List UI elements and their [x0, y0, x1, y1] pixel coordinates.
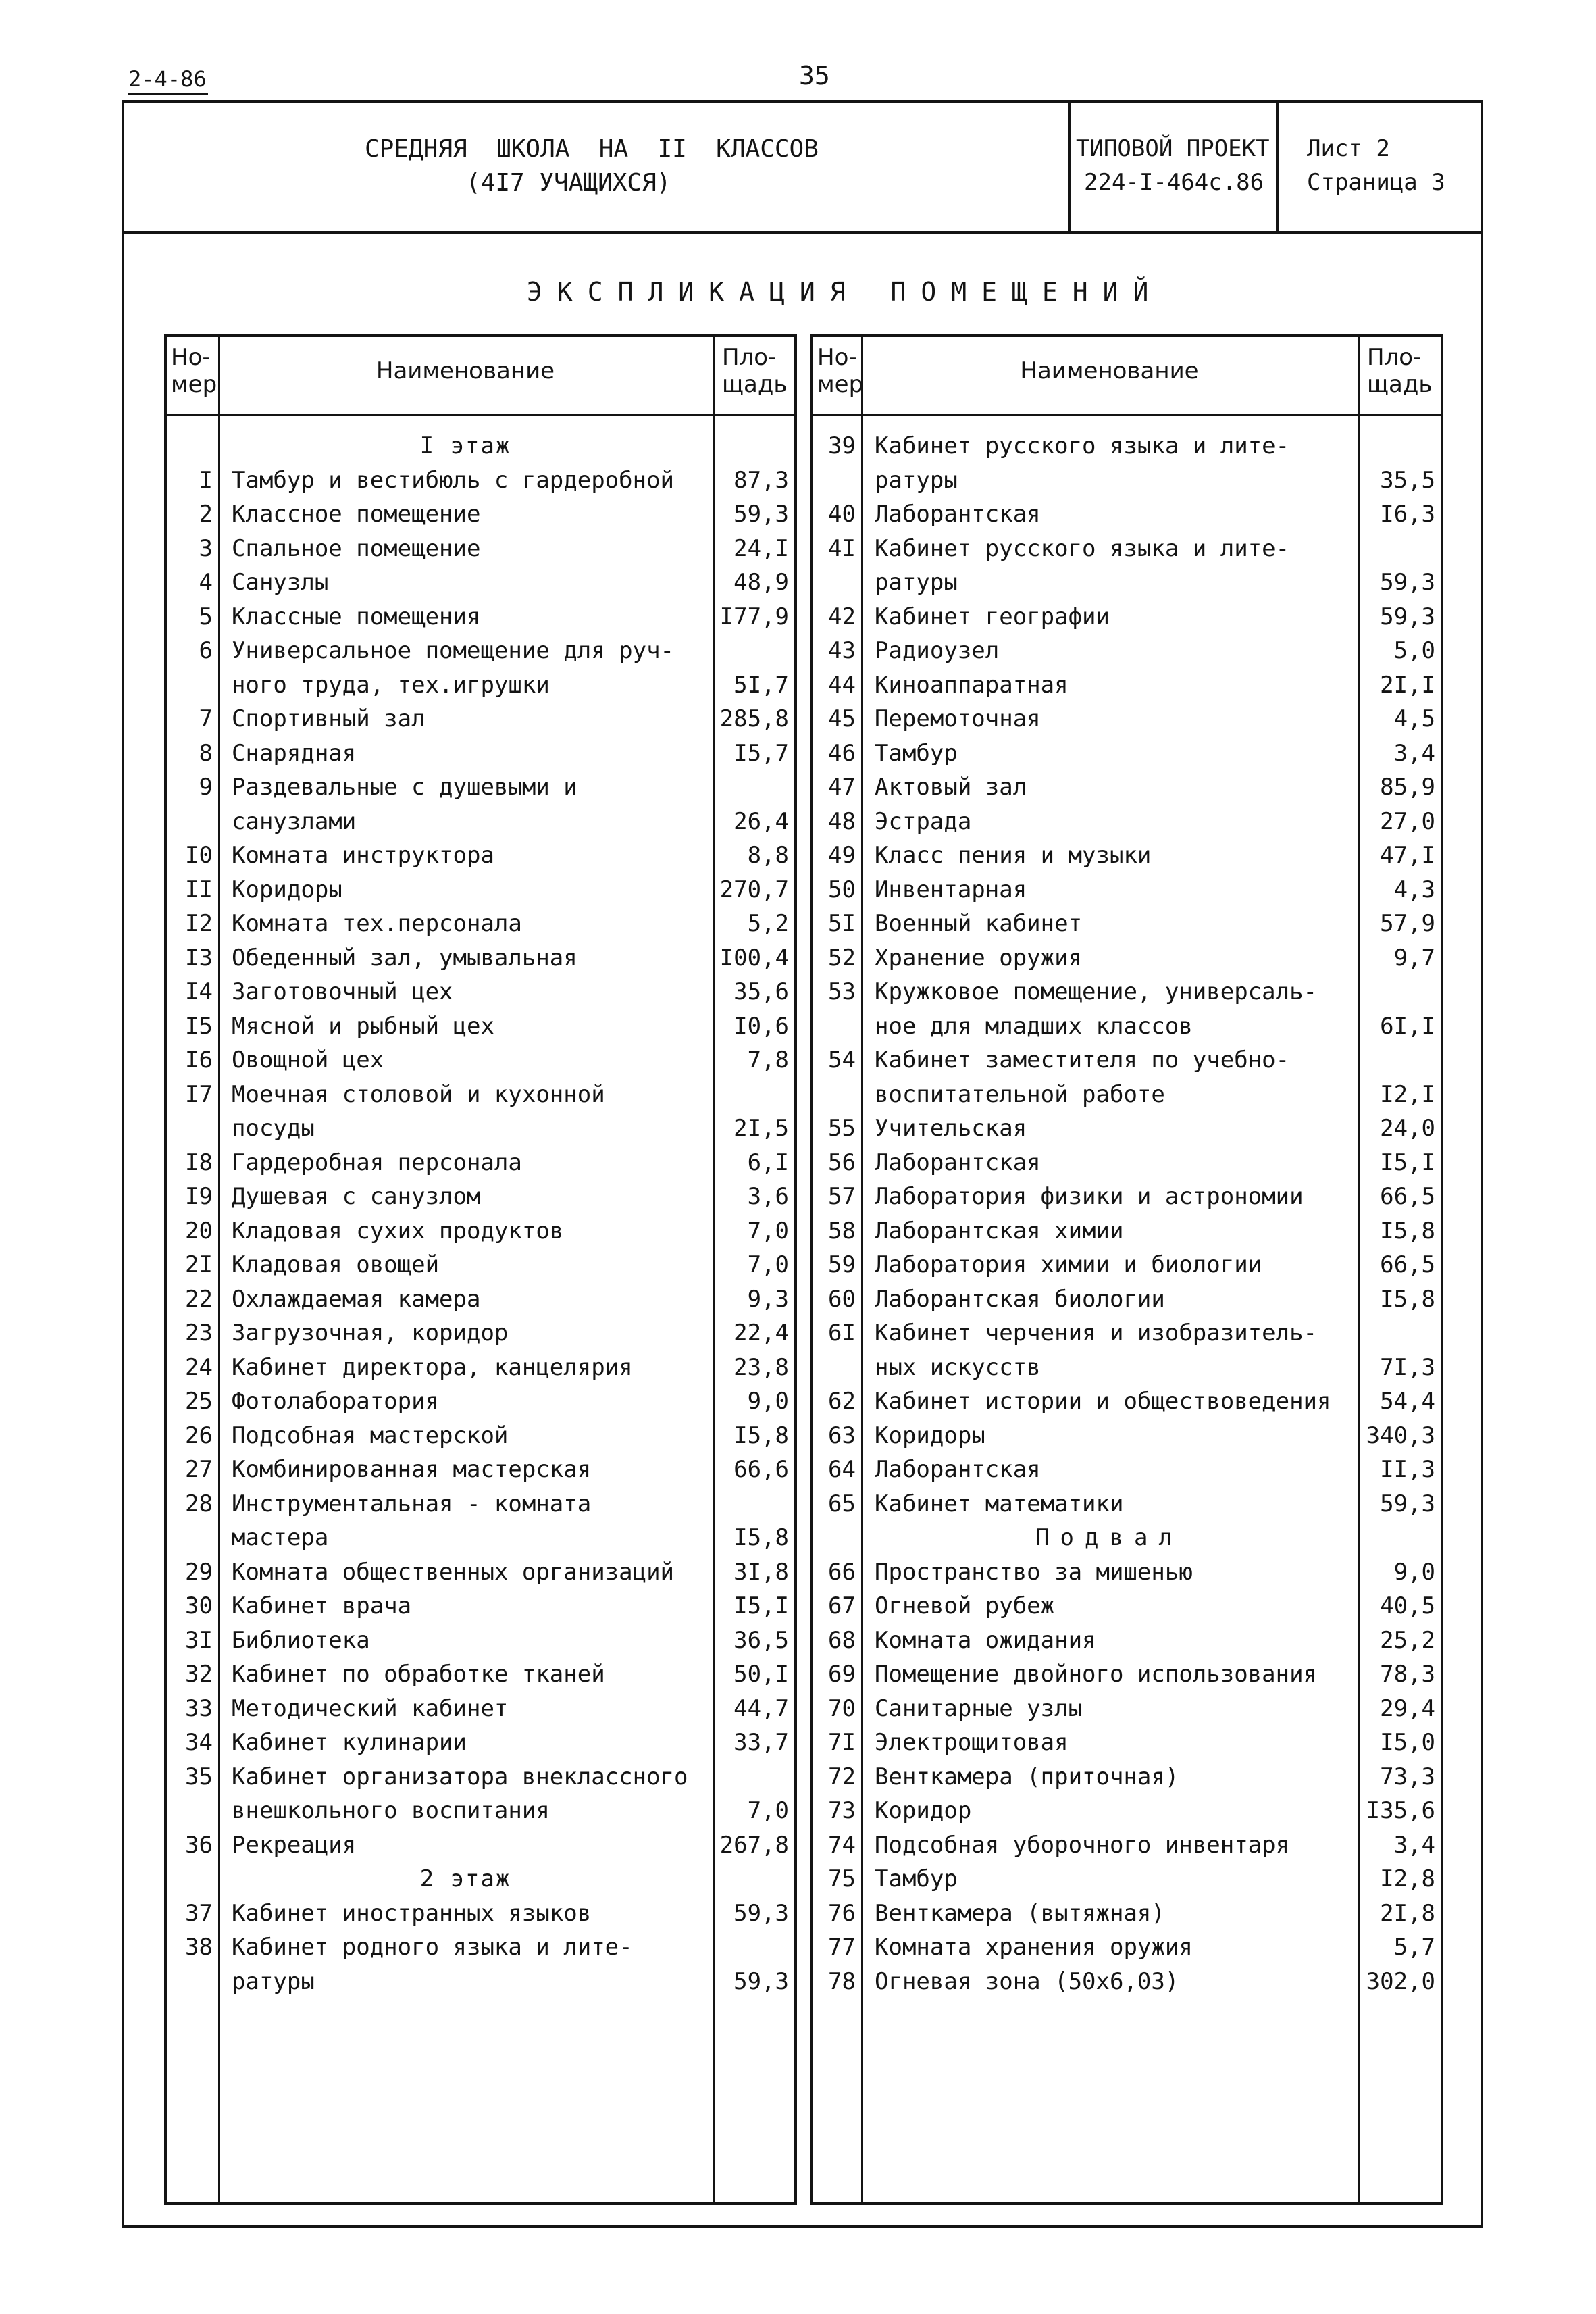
- room-name: Охлаждаемая камера: [232, 1285, 481, 1313]
- room-area: 7,8: [747, 1047, 789, 1074]
- school-title: СРЕДНЯЯ ШКОЛА НА II КЛАССОВ: [365, 135, 819, 163]
- room-name: посуды: [232, 1115, 315, 1142]
- room-name: Лаборантская химии: [875, 1217, 1124, 1244]
- room-area: I35,6: [1366, 1797, 1435, 1824]
- room-number: 46: [828, 739, 856, 767]
- room-area: I00,4: [719, 944, 789, 972]
- room-name: Кладовая сухих продуктов: [232, 1217, 564, 1244]
- room-number: 33: [185, 1694, 213, 1722]
- room-name: Инвентарная: [875, 876, 1027, 903]
- code-underline: [128, 93, 208, 95]
- room-area: 59,3: [733, 1967, 789, 1995]
- room-name: внешкольного воспитания: [232, 1797, 550, 1824]
- room-area: 267,8: [719, 1831, 789, 1859]
- room-number: 4I: [828, 534, 856, 562]
- room-number: 24: [185, 1353, 213, 1381]
- room-name: Огневой рубеж: [875, 1592, 1055, 1619]
- room-name: Кабинет родного языка и лите-: [232, 1934, 633, 1961]
- project-code: 224-I-464с.86: [1084, 169, 1264, 196]
- room-number: 6: [199, 637, 213, 664]
- section-heading: 2 этаж: [419, 1865, 511, 1892]
- room-number: I0: [185, 842, 213, 869]
- sheet-number: Лист 2: [1307, 135, 1390, 162]
- project-label: ТИПОВОЙ ПРОЕКТ: [1076, 135, 1270, 162]
- room-area: I0,6: [733, 1012, 789, 1040]
- room-name: Кабинет кулинарии: [232, 1729, 467, 1756]
- room-number: 55: [828, 1115, 856, 1142]
- room-number: 25: [185, 1388, 213, 1415]
- room-number: 57: [828, 1183, 856, 1210]
- room-area: 7,0: [747, 1797, 789, 1824]
- room-number: I6: [185, 1047, 213, 1074]
- room-number: 74: [828, 1831, 856, 1859]
- room-number: 45: [828, 705, 856, 732]
- room-name: Санузлы: [232, 569, 329, 596]
- room-number: 20: [185, 1217, 213, 1244]
- room-area: 9,7: [1393, 944, 1435, 972]
- room-number: 66: [828, 1558, 856, 1586]
- room-name: Универсальное помещение для руч-: [232, 637, 675, 664]
- room-name: Кладовая овощей: [232, 1251, 440, 1278]
- room-name: Моечная столовой и кухонной: [232, 1080, 605, 1108]
- room-area: I5,8: [733, 1422, 789, 1449]
- column-divider: [218, 334, 220, 2205]
- room-name: ратуры: [232, 1967, 315, 1995]
- room-area: 23,8: [733, 1353, 789, 1381]
- room-number: I: [199, 466, 213, 494]
- room-name: Киноаппаратная: [875, 671, 1069, 699]
- room-name: Эстрада: [875, 807, 972, 835]
- room-area: 35,6: [733, 978, 789, 1005]
- room-area: 7I,3: [1380, 1353, 1435, 1381]
- room-area: 85,9: [1380, 774, 1435, 801]
- room-number: 22: [185, 1285, 213, 1313]
- room-name: Радиоузел: [875, 637, 1000, 664]
- room-name: Лаборантская: [875, 1149, 1041, 1176]
- room-name: Коридоры: [875, 1422, 985, 1449]
- room-name: Раздевальные с душевыми и: [232, 774, 577, 801]
- room-name: Классное помещение: [232, 501, 481, 528]
- room-area: 66,6: [733, 1456, 789, 1483]
- room-area: 35,5: [1380, 466, 1435, 494]
- room-name: Кабинет врача: [232, 1592, 412, 1619]
- room-area: 57,9: [1380, 910, 1435, 937]
- room-name: Кружковое помещение, универсаль-: [875, 978, 1318, 1005]
- room-name: Заготовочный цех: [232, 978, 453, 1005]
- room-area: 59,3: [1380, 1490, 1435, 1517]
- room-name: Кабинет директора, канцелярия: [232, 1353, 633, 1381]
- room-name: Комната тех.персонала: [232, 910, 522, 937]
- room-area: 47,I: [1380, 842, 1435, 869]
- room-area: 66,5: [1380, 1251, 1435, 1278]
- column-header-area: Пло-: [722, 344, 777, 371]
- room-name: Загрузочная, коридор: [232, 1319, 509, 1347]
- room-name: Спортивный зал: [232, 705, 426, 732]
- room-area: 2I,I: [1380, 671, 1435, 699]
- room-number: 4: [199, 569, 213, 596]
- room-number: 54: [828, 1047, 856, 1074]
- room-number: 68: [828, 1626, 856, 1654]
- room-name: Санитарные узлы: [875, 1694, 1083, 1722]
- room-number: 76: [828, 1899, 856, 1927]
- section-heading: I этаж: [419, 432, 511, 459]
- room-area: I5,8: [1380, 1285, 1435, 1313]
- room-name: Овощной цех: [232, 1047, 384, 1074]
- room-area: 26,4: [733, 807, 789, 835]
- room-area: 59,3: [1380, 569, 1435, 596]
- room-name: Кабинет заместителя по учебно-: [875, 1047, 1290, 1074]
- room-number: 47: [828, 774, 856, 801]
- room-area: 50,I: [733, 1661, 789, 1688]
- room-name: Лаборантская: [875, 501, 1041, 528]
- room-number: 75: [828, 1865, 856, 1892]
- room-number: 29: [185, 1558, 213, 1586]
- room-name: Кабинет организатора внеклассного: [232, 1763, 688, 1790]
- room-name: ное для младших классов: [875, 1012, 1193, 1040]
- room-area: 9,3: [747, 1285, 789, 1313]
- school-subtitle: (4I7 УЧАЩИХСЯ): [466, 169, 671, 197]
- room-name: Душевая с санузлом: [232, 1183, 481, 1210]
- room-number: 32: [185, 1661, 213, 1688]
- room-number: 44: [828, 671, 856, 699]
- room-number: I2: [185, 910, 213, 937]
- room-name: Комната общественных организаций: [232, 1558, 675, 1586]
- room-area: 285,8: [719, 705, 789, 732]
- room-area: 7,0: [747, 1251, 789, 1278]
- room-name: Коридор: [875, 1797, 972, 1824]
- room-area: I5,8: [733, 1524, 789, 1551]
- room-area: I5,7: [733, 739, 789, 767]
- room-number: 35: [185, 1763, 213, 1790]
- room-number: 59: [828, 1251, 856, 1278]
- room-name: Кабинет иностранных языков: [232, 1899, 592, 1927]
- room-area: 9,0: [1393, 1558, 1435, 1586]
- room-number: II: [185, 876, 213, 903]
- room-name: Фотолаборатория: [232, 1388, 440, 1415]
- room-area: 2I,8: [1380, 1899, 1435, 1927]
- room-name: Инструментальная - комната: [232, 1490, 592, 1517]
- room-name: Лаборатория физики и астрономии: [875, 1183, 1304, 1210]
- room-area: 3,4: [1393, 739, 1435, 767]
- room-area: 87,3: [733, 466, 789, 494]
- room-number: 5: [199, 603, 213, 630]
- room-area: 270,7: [719, 876, 789, 903]
- room-number: 78: [828, 1967, 856, 1995]
- room-name: Лаборатория химии и биологии: [875, 1251, 1262, 1278]
- room-area: 48,9: [733, 569, 789, 596]
- room-area: 2I,5: [733, 1115, 789, 1142]
- room-number: 6I: [828, 1319, 856, 1347]
- room-number: 34: [185, 1729, 213, 1756]
- room-area: 8,8: [747, 842, 789, 869]
- room-number: 8: [199, 739, 213, 767]
- room-area: 40,5: [1380, 1592, 1435, 1619]
- header-divider: [164, 414, 797, 416]
- column-header-area: щадь: [1367, 371, 1433, 398]
- column-header-number: мер: [817, 371, 864, 398]
- room-area: 4,5: [1393, 705, 1435, 732]
- room-area: 29,4: [1380, 1694, 1435, 1722]
- document-code: 2-4-86: [128, 66, 207, 92]
- sheet-page: Страница 3: [1307, 169, 1445, 196]
- column-header-name: Наименование: [1020, 357, 1199, 384]
- room-number: I7: [185, 1080, 213, 1108]
- room-name: Актовый зал: [875, 774, 1027, 801]
- room-area: I5,0: [1380, 1729, 1435, 1756]
- room-area: 3,6: [747, 1183, 789, 1210]
- room-name: ного труда, тех.игрушки: [232, 671, 550, 699]
- room-area: 59,3: [1380, 603, 1435, 630]
- room-name: Комната хранения оружия: [875, 1934, 1193, 1961]
- column-divider: [861, 334, 863, 2205]
- room-area: 59,3: [733, 1899, 789, 1927]
- room-area: 59,3: [733, 501, 789, 528]
- room-number: 27: [185, 1456, 213, 1483]
- room-number: 72: [828, 1763, 856, 1790]
- room-name: ратуры: [875, 466, 958, 494]
- room-number: 49: [828, 842, 856, 869]
- room-area: 5,0: [1393, 637, 1435, 664]
- room-name: санузлами: [232, 807, 357, 835]
- room-number: 63: [828, 1422, 856, 1449]
- room-name: мастера: [232, 1524, 329, 1551]
- section-heading: Подвал: [1035, 1524, 1183, 1551]
- room-name: Тамбур и вестибюль с гардеробной: [232, 466, 675, 494]
- room-area: 5,7: [1393, 1934, 1435, 1961]
- room-name: Пространство за мишенью: [875, 1558, 1193, 1586]
- room-name: Венткамера (вытяжная): [875, 1899, 1165, 1927]
- room-name: Кабинет математики: [875, 1490, 1124, 1517]
- room-number: 38: [185, 1934, 213, 1961]
- room-name: Мясной и рыбный цех: [232, 1012, 494, 1040]
- column-header-number: мер: [171, 371, 217, 398]
- room-number: 37: [185, 1899, 213, 1927]
- room-number: 40: [828, 501, 856, 528]
- room-number: 70: [828, 1694, 856, 1722]
- page-number: 35: [799, 61, 830, 91]
- room-number: 5I: [828, 910, 856, 937]
- room-number: 30: [185, 1592, 213, 1619]
- room-area: 4,3: [1393, 876, 1435, 903]
- room-number: 48: [828, 807, 856, 835]
- title-block: [122, 100, 1483, 234]
- room-number: 7I: [828, 1729, 856, 1756]
- room-area: I5,I: [733, 1592, 789, 1619]
- room-area: 9,0: [747, 1388, 789, 1415]
- room-area: 25,2: [1380, 1626, 1435, 1654]
- room-name: Кабинет черчения и изобразитель-: [875, 1319, 1318, 1347]
- room-area: 22,4: [733, 1319, 789, 1347]
- room-area: 302,0: [1366, 1967, 1435, 1995]
- column-header-area: щадь: [722, 371, 788, 398]
- room-name: Классные помещения: [232, 603, 481, 630]
- room-number: 69: [828, 1661, 856, 1688]
- room-number: I3: [185, 944, 213, 972]
- room-number: 23: [185, 1319, 213, 1347]
- room-number: 3: [199, 534, 213, 562]
- room-name: Электрощитовая: [875, 1729, 1069, 1756]
- room-name: Спальное помещение: [232, 534, 481, 562]
- room-name: Класс пения и музыки: [875, 842, 1152, 869]
- room-number: 7: [199, 705, 213, 732]
- room-number: 3I: [185, 1626, 213, 1654]
- title-block-divider: [1068, 100, 1071, 234]
- room-name: Помещение двойного использования: [875, 1661, 1318, 1688]
- room-number: 56: [828, 1149, 856, 1176]
- room-area: 3,4: [1393, 1831, 1435, 1859]
- room-area: 36,5: [733, 1626, 789, 1654]
- room-name: Лаборантская биологии: [875, 1285, 1165, 1313]
- room-area: 6,I: [747, 1149, 789, 1176]
- room-area: 24,0: [1380, 1115, 1435, 1142]
- room-name: Кабинет русского языка и лите-: [875, 534, 1290, 562]
- room-number: 58: [828, 1217, 856, 1244]
- room-number: I9: [185, 1183, 213, 1210]
- table-title: ЭКСПЛИКАЦИЯ ПОМЕЩЕНИЙ: [527, 277, 1164, 307]
- room-area: 3I,8: [733, 1558, 789, 1586]
- room-area: 6I,I: [1380, 1012, 1435, 1040]
- column-header-area: Пло-: [1367, 344, 1422, 371]
- room-name: Тамбур: [875, 739, 958, 767]
- column-header-number: Но-: [171, 344, 211, 371]
- room-area: 340,3: [1366, 1422, 1435, 1449]
- room-name: Военный кабинет: [875, 910, 1083, 937]
- room-number: 77: [828, 1934, 856, 1961]
- room-area: 78,3: [1380, 1661, 1435, 1688]
- room-area: 54,4: [1380, 1388, 1435, 1415]
- room-number: 64: [828, 1456, 856, 1483]
- room-number: 9: [199, 774, 213, 801]
- room-number: 39: [828, 432, 856, 459]
- room-name: воспитательной работе: [875, 1080, 1165, 1108]
- room-area: I6,3: [1380, 501, 1435, 528]
- room-name: ратуры: [875, 569, 958, 596]
- header-divider: [810, 414, 1443, 416]
- room-area: 27,0: [1380, 807, 1435, 835]
- room-number: 62: [828, 1388, 856, 1415]
- room-name: Библиотека: [232, 1626, 370, 1654]
- room-area: I5,8: [1380, 1217, 1435, 1244]
- room-name: Кабинет географии: [875, 603, 1110, 630]
- room-number: 2: [199, 501, 213, 528]
- room-name: Учительская: [875, 1115, 1027, 1142]
- room-name: Подсобная мастерской: [232, 1422, 509, 1449]
- room-number: 73: [828, 1797, 856, 1824]
- room-number: 52: [828, 944, 856, 972]
- room-name: Огневая зона (50х6,03): [875, 1967, 1179, 1995]
- room-name: Комбинированная мастерская: [232, 1456, 592, 1483]
- room-area: 44,7: [733, 1694, 789, 1722]
- room-number: 2I: [185, 1251, 213, 1278]
- room-area: I77,9: [719, 603, 789, 630]
- room-number: I4: [185, 978, 213, 1005]
- room-number: 42: [828, 603, 856, 630]
- room-name: Обеденный зал, умывальная: [232, 944, 577, 972]
- room-name: Перемоточная: [875, 705, 1041, 732]
- room-name: Коридоры: [232, 876, 342, 903]
- room-number: 53: [828, 978, 856, 1005]
- room-name: Кабинет русского языка и лите-: [875, 432, 1290, 459]
- room-area: 73,3: [1380, 1763, 1435, 1790]
- room-name: Подсобная уборочного инвентаря: [875, 1831, 1290, 1859]
- room-name: Кабинет по обработке тканей: [232, 1661, 605, 1688]
- room-number: 50: [828, 876, 856, 903]
- title-block-divider: [1276, 100, 1279, 234]
- room-area: 24,I: [733, 534, 789, 562]
- room-area: 33,7: [733, 1729, 789, 1756]
- column-header-name: Наименование: [376, 357, 555, 384]
- room-area: 5,2: [747, 910, 789, 937]
- room-area: 5I,7: [733, 671, 789, 699]
- room-name: Комната ожидания: [875, 1626, 1096, 1654]
- room-number: 60: [828, 1285, 856, 1313]
- room-name: Рекреация: [232, 1831, 357, 1859]
- room-number: I8: [185, 1149, 213, 1176]
- room-number: 28: [185, 1490, 213, 1517]
- room-area: I2,8: [1380, 1865, 1435, 1892]
- room-number: 26: [185, 1422, 213, 1449]
- room-name: Комната инструктора: [232, 842, 494, 869]
- room-number: 67: [828, 1592, 856, 1619]
- room-area: I5,I: [1380, 1149, 1435, 1176]
- room-name: Тамбур: [875, 1865, 958, 1892]
- room-name: Снарядная: [232, 739, 357, 767]
- column-header-number: Но-: [817, 344, 857, 371]
- room-area: 66,5: [1380, 1183, 1435, 1210]
- room-name: Венткамера (приточная): [875, 1763, 1179, 1790]
- room-area: II,3: [1380, 1456, 1435, 1483]
- room-number: 43: [828, 637, 856, 664]
- room-name: Методический кабинет: [232, 1694, 509, 1722]
- room-name: ных искусств: [875, 1353, 1041, 1381]
- room-number: 36: [185, 1831, 213, 1859]
- room-name: Кабинет истории и обществоведения: [875, 1388, 1331, 1415]
- room-area: I2,I: [1380, 1080, 1435, 1108]
- room-name: Гардеробная персонала: [232, 1149, 522, 1176]
- room-name: Хранение оружия: [875, 944, 1083, 972]
- room-name: Лаборантская: [875, 1456, 1041, 1483]
- room-area: 7,0: [747, 1217, 789, 1244]
- room-number: I5: [185, 1012, 213, 1040]
- room-number: 65: [828, 1490, 856, 1517]
